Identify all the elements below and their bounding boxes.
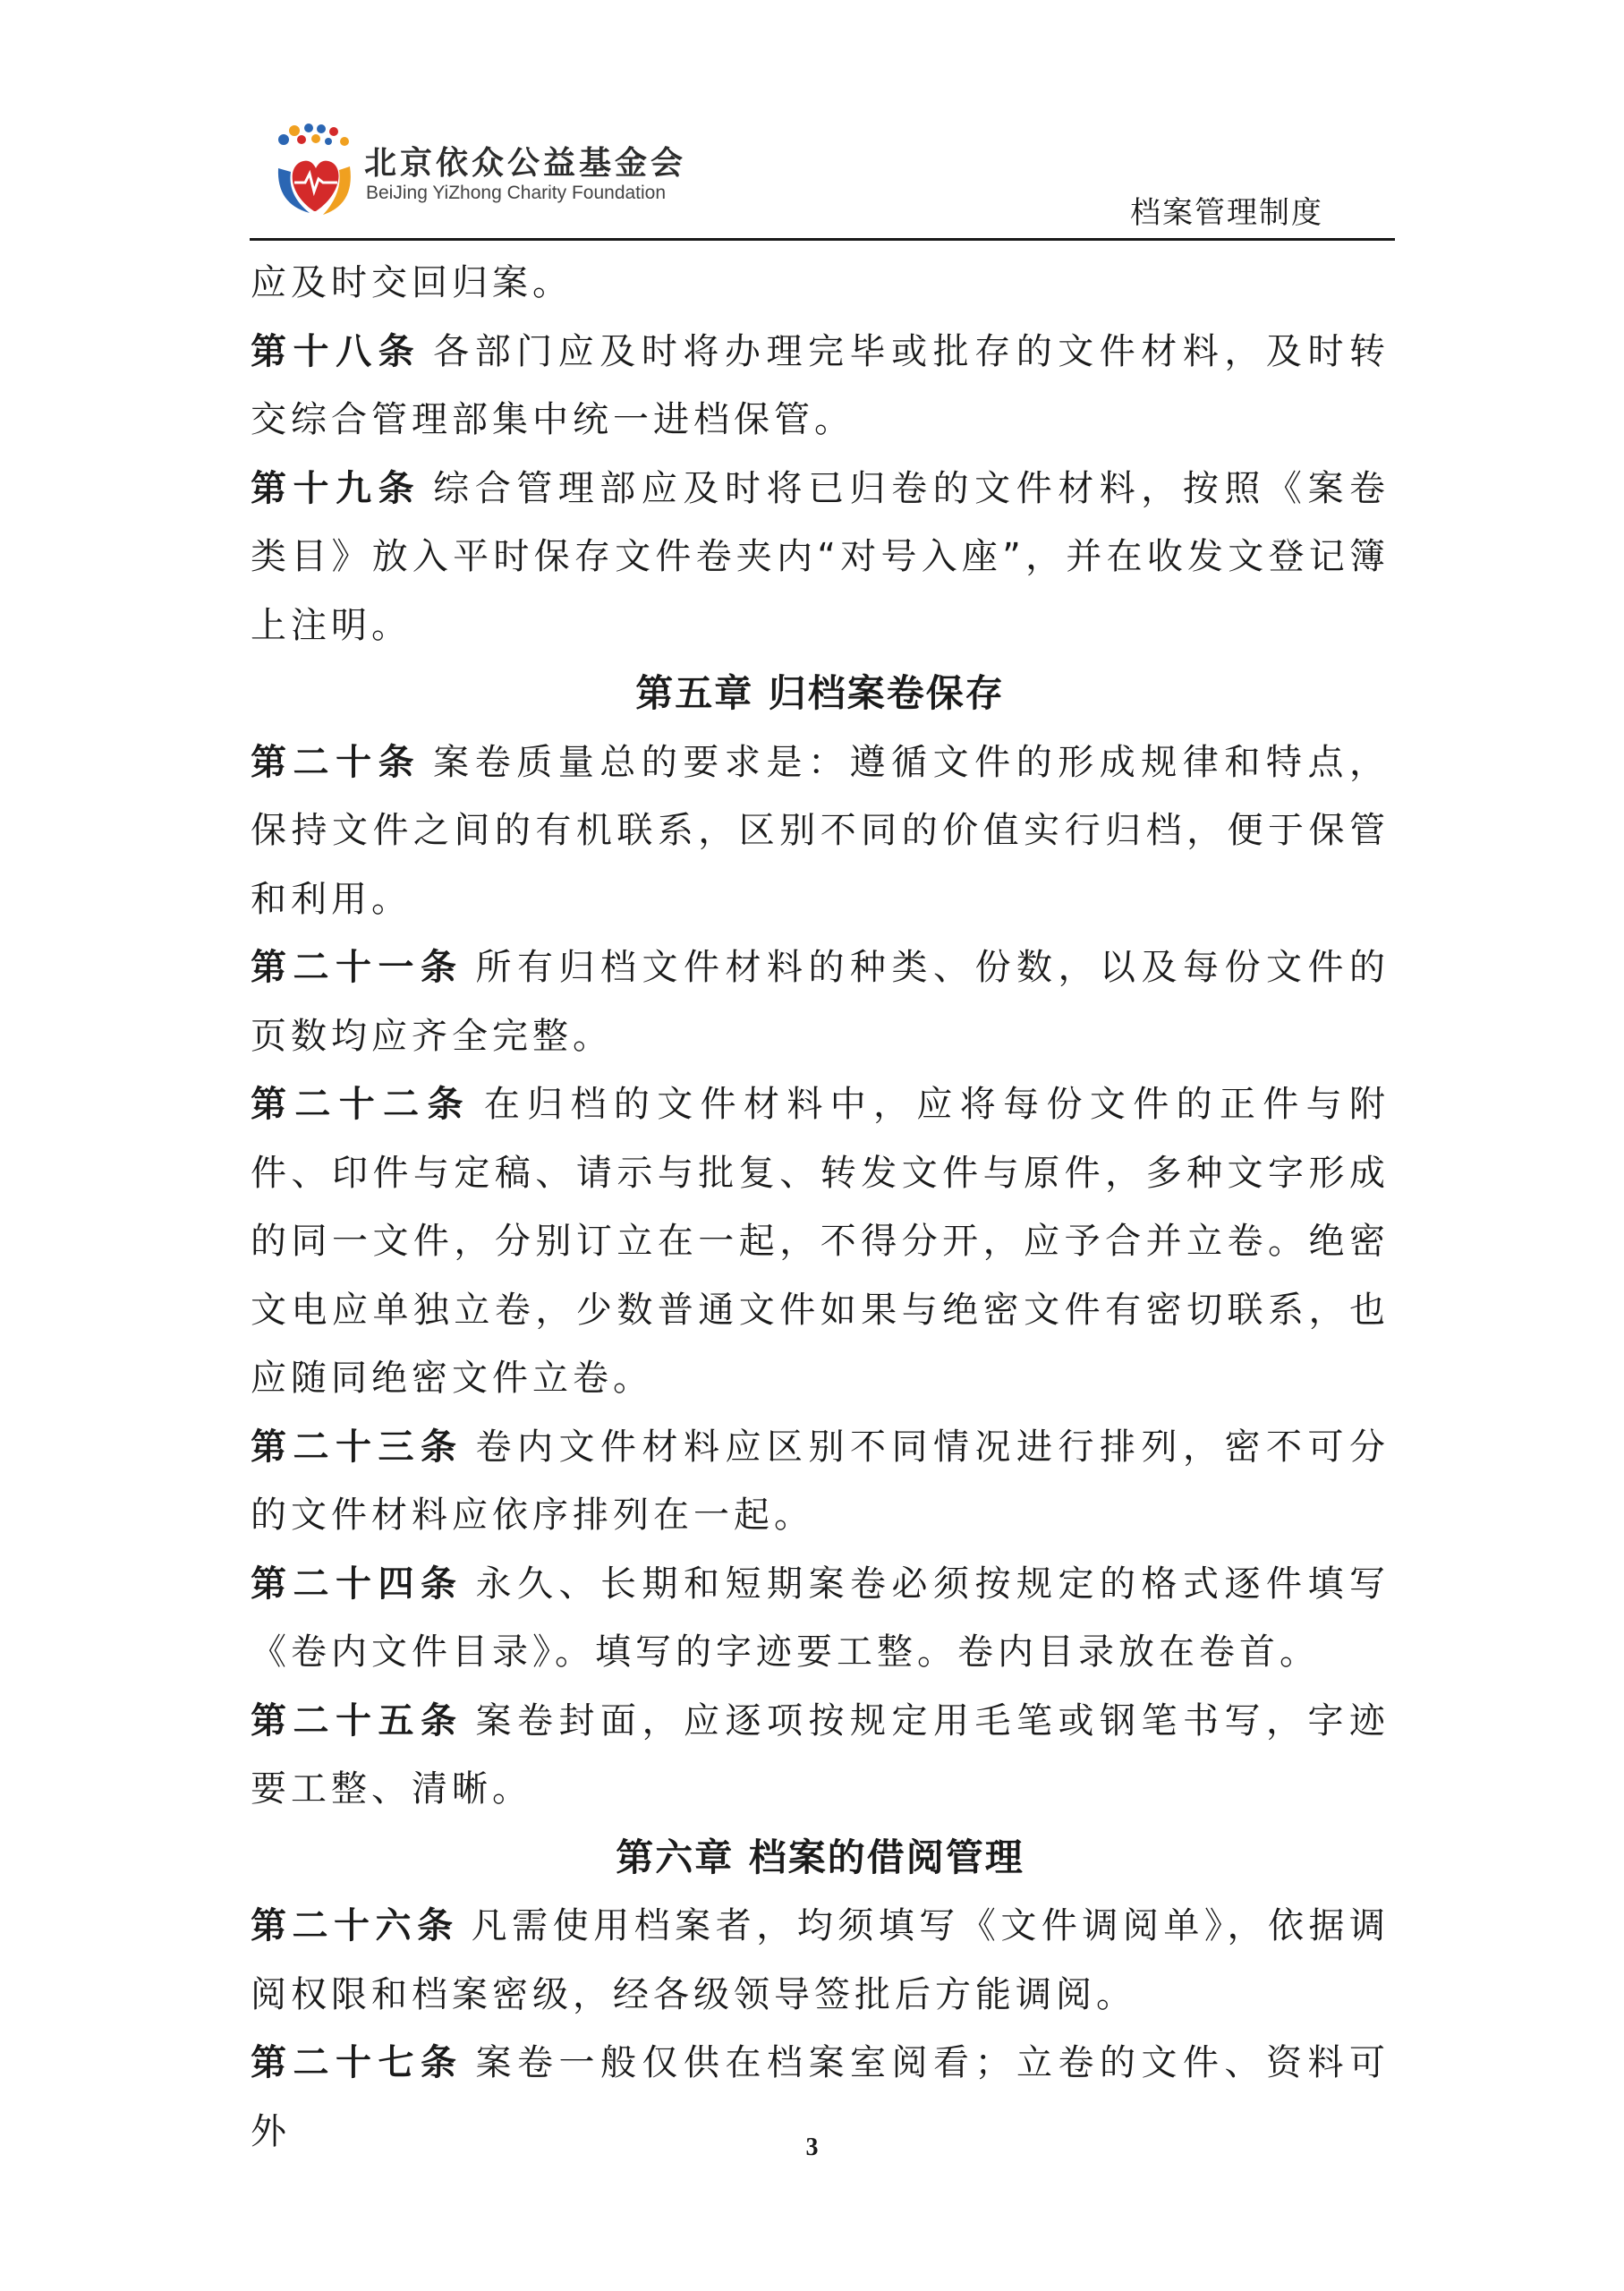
- article-text: 案卷封面，应逐项按规定用毛笔或钢笔书写，字迹要工整、清晰。: [251, 1699, 1390, 1810]
- article-paragraph: [251, 318, 1390, 455]
- article-number: 第二十六条: [251, 1904, 459, 1946]
- foundation-logo-icon: [269, 123, 368, 222]
- article-number: 第二十一条: [251, 946, 463, 988]
- article-text: 凡需使用档案者，均须填写《文件调阅单》，依据调阅权限和档案密级，经各级领导签批后方能调阅。: [251, 1905, 1390, 2015]
- article-paragraph: [251, 1413, 1390, 1550]
- page-number: 3: [805, 2133, 819, 2161]
- article-paragraph: [251, 1687, 1390, 1824]
- article-text: 应及时交回归案。: [251, 262, 573, 303]
- chapter-heading: 第六章 档案的借阅管理: [616, 1835, 1025, 1879]
- article-text: 在归档的文件材料中，应将每份文件的正件与附件、印件与定稿、请示与批复、转发文件与原件，多种文字形成的同一文件，分别订立在一起，不得分开，应予合并立卷。绝密文电应单独立卷，少数普通文件如果与绝密文件有密切联系，也应随同绝密文件立卷。: [251, 1084, 1390, 1399]
- article-number: 第二十条: [251, 740, 421, 783]
- org-name-cn: 北京依众公益基金会: [364, 145, 687, 182]
- document-title: 档案管理制度: [1130, 195, 1323, 231]
- header-divider: [250, 238, 1395, 241]
- article-text: 所有归档文件材料的种类、份数，以及每份文件的页数均应齐全完整。: [251, 947, 1390, 1057]
- article-text: 案卷一般仅供在档案室阅看；立卷的文件、资料可外: [251, 2042, 1390, 2152]
- article-text: 卷内文件材料应区别不同情况进行排列，密不可分的文件材料应依序排列在一起。: [251, 1426, 1390, 1536]
- article-text: 永久、长期和短期案卷必须按规定的格式逐件填写《卷内文件目录》。填写的字迹要工整。卷内目录放在卷首。: [251, 1563, 1390, 1673]
- article-text: 各部门应及时将办理完毕或批存的文件材料，及时转交综合管理部集中统一进档保管。: [251, 330, 1390, 440]
- article-number: 第二十四条: [251, 1562, 463, 1605]
- article-paragraph: [251, 1550, 1390, 1687]
- article-paragraph: [251, 249, 1390, 318]
- article-paragraph: [251, 933, 1390, 1070]
- article-number: 第十八条: [251, 329, 421, 372]
- article-number: 第二十七条: [251, 2041, 463, 2083]
- article-number: 第二十二条: [251, 1083, 472, 1125]
- article-paragraph: [251, 455, 1390, 660]
- article-text: 案卷质量总的要求是：遵循文件的形成规律和特点，保持文件之间的有机联系，区别不同的价值实行归档，便于保管和利用。: [251, 741, 1390, 920]
- chapter-heading: 第五章 归档案卷保存: [635, 671, 1005, 715]
- article-number: 第二十五条: [251, 1699, 463, 1742]
- org-name-en: BeiJing YiZhong Charity Foundation: [366, 183, 667, 203]
- article-paragraph: [251, 728, 1390, 934]
- page-header: [250, 123, 1395, 242]
- article-paragraph: [251, 1070, 1390, 1413]
- article-number: 第二十三条: [251, 1425, 463, 1468]
- article-text: 综合管理部应及时将已归卷的文件材料，按照《案卷类目》放入平时保存文件卷夹内“对号入座”，并在收发文登记簿上注明。: [251, 467, 1390, 646]
- article-number: 第十九条: [251, 466, 421, 509]
- article-paragraph: [251, 1892, 1390, 2029]
- document-body: [251, 249, 1390, 2166]
